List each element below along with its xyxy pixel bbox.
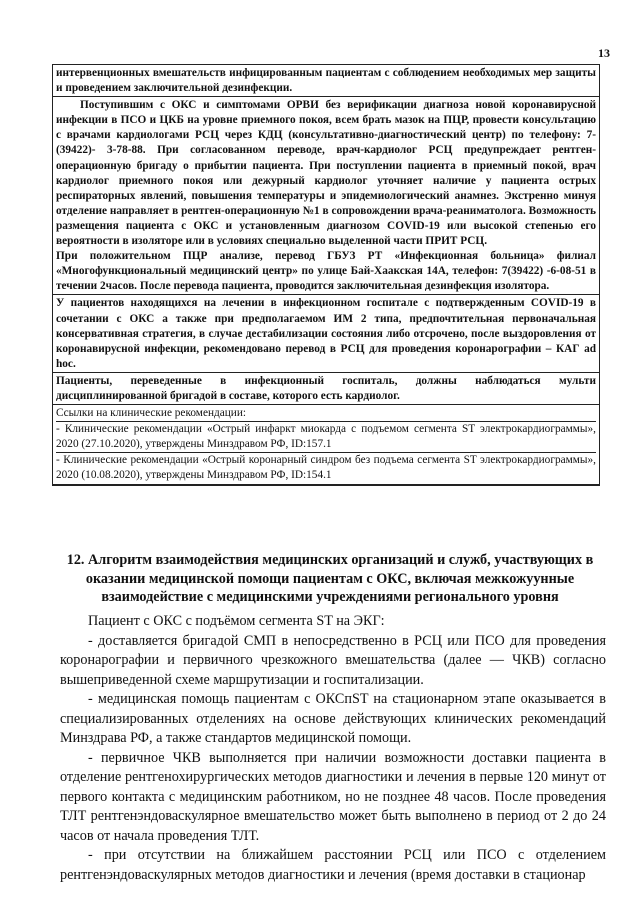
page-number: 13 xyxy=(598,46,610,60)
paragraph: Поступившим с ОКС и симптомами ОРВИ без верификации диагноза новой коронавирусной инфекции в ПСО и ЦКБ на уровне приемного покоя, всем брать мазок на ПЦР, провести консультацию с врачами кардиологами РСЦ через КДЦ (консультативно-диагностический центр) по телефону: 7-(39422)- 3-78-88. При согласованном переводе, врач-кардиолог РСЦ предупреждает рентген- операционную бригаду о прибытии пациента. При поступлении пациента в приемный покой, врач кардиолог приемного покоя или дежурный кардиолог уточняет наличие у пациента острых респираторных явлений, повышения температуры и эпидемиологический анамнез. Экстренно минуя отделение направляет в рентген-операционную №1 в сопровождении врача-реаниматолога. Возможность размещения пациента с ОКС и установленным диагнозом COVID-19 или высокой степенью его вероятности в изоляторе или в условиях специально выделенной части ПРИТ РСЦ. xyxy=(56,99,596,248)
paragraph: Пациент с ОКС с подъёмом сегмента ST на ЭКГ: xyxy=(88,613,385,629)
paragraph: При положительном ПЦР анализе, перевод ГБУЗ РТ «Инфекционная больница» филиал «Многофункциональный медицинский центр» по улице Бай-Хаакская 14А, телефон: 7(39422) -6-08-51 в течении 2часов. После перевода пациента, проводится заключительная дезинфекция изолятора. xyxy=(56,250,596,293)
list-item: - медицинская помощь пациентам с ОКСпST на стационарном этапе оказывается в специализированных отделениях на основе действующих клинических рекомендаций Минздрава РФ, а также стандартов медицинской помощи. xyxy=(60,691,606,746)
references-header: Ссылки на клинические рекомендации: xyxy=(56,407,247,420)
table-row xyxy=(53,65,599,97)
paragraph: Пациенты, переведенные в инфекционный госпиталь, должны наблюдаться мульти дисциплинированной бригадой в составе, которого есть кардиолог. xyxy=(56,374,596,402)
section-heading: 12. Алгоритм взаимодействия медицинских организаций и служб, участвующих в оказании медицинской помощи пациентам с ОКС, включая межкожуунные взаимодействие с медицинскими учреждениями регионального уровня xyxy=(66,552,594,606)
table-row xyxy=(53,97,599,295)
reference-item: - Клинические рекомендации «Острый инфаркт миокарда с подъемом сегмента ST электрокардиограммы», 2020 (27.10.2020), утверждены Минздравом РФ, ID:157.1 xyxy=(56,421,596,452)
list-item: - при отсутствии на ближайшем расстоянии РСЦ или ПСО с отделением рентгенэндоваскулярных методов диагностики и лечения (время доставки в стационар xyxy=(60,847,606,883)
section-body xyxy=(60,612,606,885)
table-row xyxy=(53,295,599,372)
paragraph: интервенционных вмешательств инфицированным пациентам с соблюдением необходимых мер защиты и проведением заключительной дезинфекции. xyxy=(56,67,596,95)
reference-item: - Клинические рекомендации «Острый коронарный синдром без подъема сегмента ST электрокардиограммы», 2020 (10.08.2020), утверждены Минздравом РФ, ID:154.1 xyxy=(56,452,596,483)
protocol-table xyxy=(52,64,600,486)
list-item: - первичное ЧКВ выполняется при наличии возможности доставки пациента в отделение рентгенохирургических методов диагностики и лечения в первые 120 минут от первого контакта с медицинским работником, но не позднее 48 часов. После проведения ТЛТ рентгенэндоваскулярное вмешательство может быть выполнено в период от 2 до 24 часов от начала проведения ТЛТ. xyxy=(60,749,606,844)
paragraph: У пациентов находящихся на лечении в инфекционном госпитале с подтвержденным COVID-19 в сочетании с ОКС а также при предполагаемом ИМ 2 типа, предпочтительная первоначальная консервативная стратегия, в случае дестабилизации состояния либо отсрочено, после выздоровления от коронавирусной инфекции, рекомендовано перевод в РСЦ для проведения коронарографии – КАГ ad hoc. xyxy=(56,297,596,370)
table-row xyxy=(53,373,599,405)
references-block xyxy=(53,405,599,483)
list-item: - доставляется бригадой СМП в непосредственно в РСЦ или ПСО для проведения коронарографии и первичного чрезкожного вмешательства (далее — ЧКВ) согласно вышеприведенной схеме маршрутизации и госпитализации. xyxy=(60,632,606,688)
